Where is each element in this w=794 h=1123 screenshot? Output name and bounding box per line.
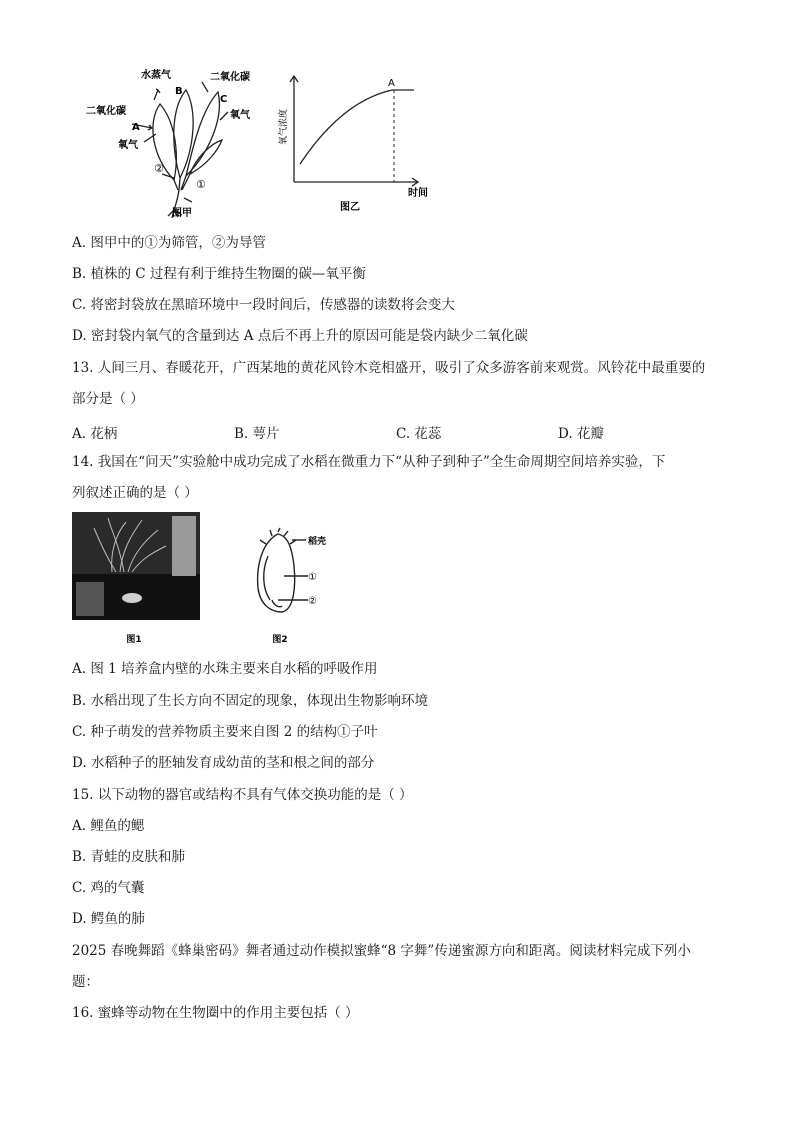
q12-option-c[interactable]: C. 将密封袋放在黑暗环境中一段时间后，传感器的读数将会变大 (72, 297, 455, 313)
q13-stem-line2: 部分是（ ） (72, 391, 144, 407)
q13-option-a[interactable]: A. 花柄 (72, 426, 118, 442)
ylabel-o2: 氧气浓度 (279, 108, 289, 146)
label-2: ② (308, 596, 317, 607)
o2-curve (300, 90, 414, 164)
material-line1: 2025 春晚舞蹈《蜂巢密码》舞者通过动作模拟蜜蜂“8 字舞”传递蜜源方向和距离。阅读材料完成下列小 (72, 943, 691, 959)
leaf-small (190, 140, 222, 174)
q14-stem-line2: 列叙述正确的是（ ） (72, 485, 198, 501)
label-c: C (220, 94, 228, 105)
q13-option-b[interactable]: B. 萼片 (234, 426, 280, 442)
figure-1 (72, 512, 202, 652)
leaf-middle (174, 90, 193, 178)
label-co2-left: 二氧化碳 (86, 106, 126, 117)
caption-jia: 图甲 (172, 208, 192, 219)
q13-option-c[interactable]: C. 花蕊 (396, 426, 442, 442)
label-circle1: ① (196, 178, 206, 191)
q12-option-a[interactable]: A. 图甲中的①为筛管，②为导管 (72, 235, 266, 251)
caption-yi: 图乙 (340, 202, 360, 213)
figure-yi (278, 72, 448, 214)
caption-fig2: 图2 (272, 635, 288, 645)
q14-option-c[interactable]: C. 种子萌发的营养物质主要来自图 2 的结构①子叶 (72, 724, 378, 740)
q15-option-d[interactable]: D. 鳄鱼的肺 (72, 911, 145, 927)
label-co2-top: 二氧化碳 (210, 72, 250, 83)
q14-option-d[interactable]: D. 水稻种子的胚轴发育成幼苗的茎和根之间的部分 (72, 755, 375, 771)
material-line2: 题： (72, 974, 99, 990)
label-water-vapor: 水蒸气 (141, 70, 171, 81)
label-a: A (132, 122, 140, 133)
q16-stem: 16. 蜜蜂等动物在生物圈中的作用主要包括（ ） (72, 1005, 359, 1021)
q13-options (72, 422, 732, 440)
caption-fig1: 图1 (126, 635, 142, 645)
q15-stem: 15. 以下动物的器官或结构不具有气体交换功能的是（ ） (72, 787, 413, 803)
label-b: B (175, 86, 183, 97)
q15-option-b[interactable]: B. 青蛙的皮肤和肺 (72, 849, 186, 865)
label-o2-left: 氧气 (118, 140, 138, 151)
q14-option-a[interactable]: A. 图 1 培养盒内壁的水珠主要来自水稻的呼吸作用 (72, 661, 378, 677)
point-a-label: A (388, 78, 395, 89)
q13-stem-line1: 13. 人间三月、春暖花开，广西某地的黄花风铃木竞相盛开，吸引了众多游客前来观赏。风铃花中最重要的 (72, 360, 706, 376)
figure-jia (82, 62, 272, 222)
q14-option-b[interactable]: B. 水稻出现了生长方向不固定的现象，体现出生物影响环境 (72, 693, 429, 709)
label-circle2: ② (154, 162, 164, 175)
label-1: ① (308, 572, 317, 583)
q13-option-d[interactable]: D. 花瓣 (558, 426, 604, 442)
q14-stem-line1: 14. 我国在“问天”实验舱中成功完成了水稻在微重力下“从种子到种子”全生命周期空间培养实验，下 (72, 454, 666, 470)
label-husk: 稻壳 (308, 537, 327, 547)
q15-option-c[interactable]: C. 鸡的气囊 (72, 880, 145, 896)
xlabel-time: 时间 (408, 188, 428, 199)
q12-option-d[interactable]: D. 密封袋内氧气的含量到达 A 点后不再上升的原因可能是袋内缺少二氧化碳 (72, 328, 528, 344)
figure-2 (248, 526, 338, 652)
q12-option-b[interactable]: B. 植株的 C 过程有利于维持生物圈的碳—氧平衡 (72, 266, 366, 282)
q15-option-a[interactable]: A. 鲤鱼的鳃 (72, 818, 145, 834)
label-o2-right: 氧气 (230, 110, 250, 121)
